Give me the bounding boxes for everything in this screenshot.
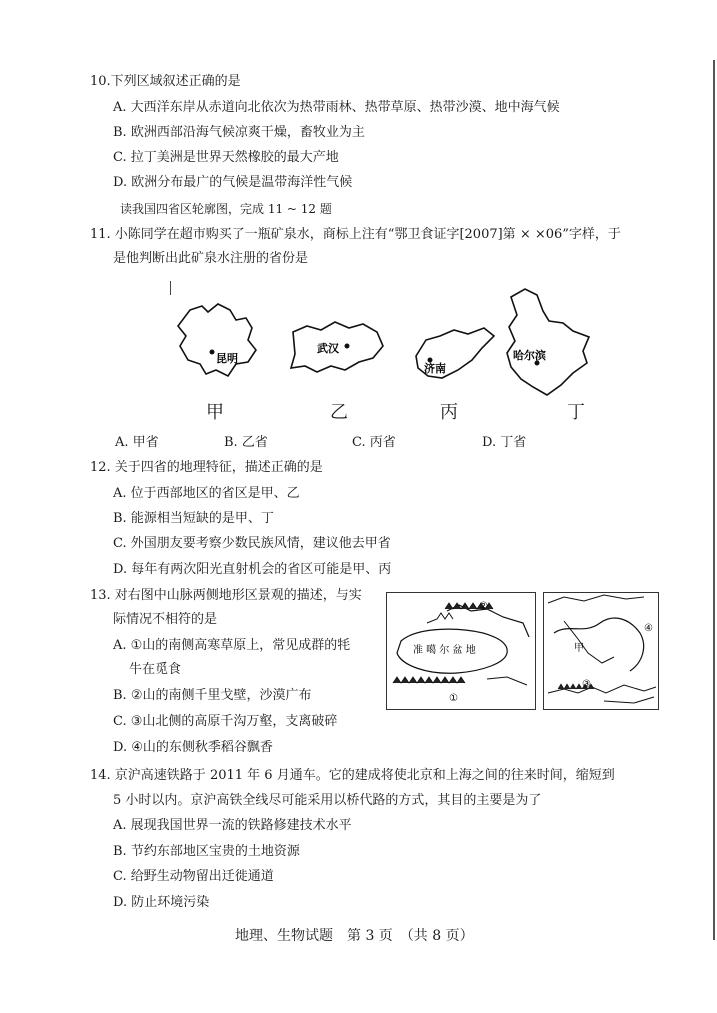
mountain-map-left	[386, 592, 536, 710]
q11-option-a[interactable]: A. 甲省	[115, 435, 159, 450]
q13-option-c[interactable]: C. ③山北侧的高原千沟万壑，支离破碎	[113, 714, 338, 729]
label-yi: 乙	[330, 402, 348, 423]
mountain-num-3: ③	[582, 679, 591, 690]
mountain-num-2: ②	[479, 601, 488, 612]
q10-option-d[interactable]: D. 欧洲分布最广的气候是温带海洋性气候	[113, 175, 353, 190]
city-harbin: 哈尔滨	[513, 349, 546, 362]
q12-option-d[interactable]: D. 每年有两次阳光直射机会的省区可能是甲、丙	[113, 562, 392, 577]
q10-option-c[interactable]: C. 拉丁美洲是世界天然橡胶的最大产地	[113, 150, 339, 165]
q13-option-d[interactable]: D. ④山的东侧秋季稻谷飘香	[113, 740, 273, 755]
q10-option-b[interactable]: B. 欧洲西部沿海气候凉爽干燥，畜牧业为主	[113, 125, 365, 140]
page-footer: 地理、生物试题 第 3 页 （共 8 页）	[235, 928, 474, 944]
city-jinan: 济南	[424, 362, 446, 375]
mountain-map-right	[543, 592, 659, 710]
city-wuhan: 武汉	[317, 342, 339, 355]
q14-stem-line1: 14. 京沪高速铁路于 2011 年 6 月通车。它的建成将使北京和上海之间的往来时间，缩短到	[90, 768, 615, 783]
q12-stem: 12. 关于四省的地理特征，描述正确的是	[90, 460, 323, 475]
q14-option-b[interactable]: B. 节约东部地区宝贵的土地资源	[113, 844, 300, 859]
q14-option-c[interactable]: C. 给野生动物留出迁徙通道	[113, 869, 274, 884]
q13-option-a-cont: 牛在觅食	[129, 662, 182, 677]
q10-stem: 10.下列区域叙述正确的是	[90, 74, 241, 89]
map-label-jia: 甲	[574, 643, 584, 654]
label-bing: 丙	[440, 402, 458, 423]
q13-option-a[interactable]: A. ①山的南侧高寒草原上，常见成群的牦	[113, 638, 351, 653]
q11-option-b[interactable]: B. 乙省	[224, 435, 268, 450]
q10-option-a[interactable]: A. 大西洋东岸从赤道向北依次为热带雨林、热带草原、热带沙漠、地中海气候	[113, 100, 560, 115]
mountain-num-1: ①	[449, 693, 458, 704]
q14-option-a[interactable]: A. 展现我国世界一流的铁路修建技术水平	[113, 818, 352, 833]
basin-label: 准 噶 尔 盆 地	[413, 645, 476, 656]
province-map-jia	[172, 300, 264, 380]
instruction-11-12: 读我国四省区轮廓图，完成 11 ~ 12 题	[120, 202, 332, 216]
q11-stem-line2: 是他判断出此矿泉水注册的省份是	[113, 251, 309, 266]
q14-stem-line2: 5 小时以内。京沪高铁全线尽可能采用以桥代路的方式，其目的主要是为了	[113, 793, 542, 808]
q11-option-d[interactable]: D. 丁省	[482, 435, 527, 450]
city-kunming: 昆明	[216, 352, 238, 365]
q13-option-b[interactable]: B. ②山的南侧千里戈壁，沙漠广布	[113, 688, 312, 703]
scan-mark	[170, 281, 171, 295]
q13-stem-line1: 13. 对右图中山脉两侧地形区景观的描述，与实	[90, 588, 362, 603]
q11-stem-line1: 11. 小陈同学在超市购买了一瓶矿泉水，商标上注有“鄂卫食证字[2007]第 × ×06”字样，于	[90, 227, 621, 242]
q12-option-a[interactable]: A. 位于西部地区的省区是甲、乙	[113, 486, 300, 501]
province-map-ding	[503, 287, 595, 399]
page-edge-line	[713, 60, 715, 940]
label-ding: 丁	[567, 402, 585, 423]
q14-option-d[interactable]: D. 防止环境污染	[113, 895, 210, 910]
q12-option-b[interactable]: B. 能源相当短缺的是甲、丁	[113, 511, 274, 526]
q12-option-c[interactable]: C. 外国朋友要考察少数民族风情，建议他去甲省	[113, 536, 391, 551]
province-map-yi	[287, 318, 387, 378]
q11-option-c[interactable]: C. 丙省	[352, 435, 396, 450]
province-map-bing	[412, 326, 496, 382]
label-jia: 甲	[206, 402, 224, 423]
q13-stem-line2: 际情况不相符的是	[113, 612, 218, 627]
mountain-num-4: ④	[644, 623, 653, 634]
